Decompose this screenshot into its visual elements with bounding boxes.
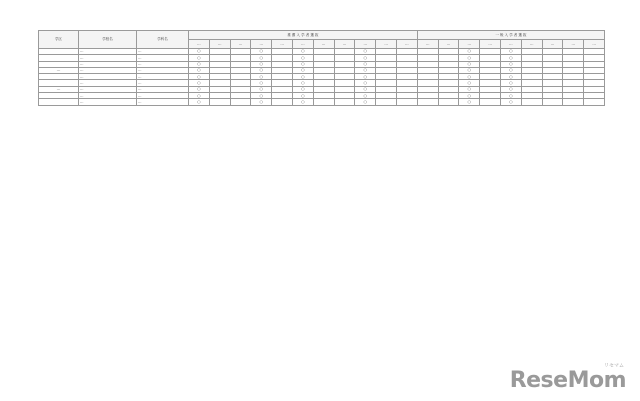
district-cell: … bbox=[39, 86, 79, 92]
school-cell: … bbox=[79, 80, 137, 86]
subheader-3: … bbox=[251, 40, 272, 49]
subheader-18: … bbox=[563, 40, 584, 49]
course-cell: … bbox=[137, 80, 189, 86]
mark-cell bbox=[313, 99, 334, 105]
mark-cell bbox=[584, 99, 605, 105]
district-cell bbox=[39, 99, 79, 105]
mark-cell: ○ bbox=[189, 61, 210, 67]
mark-cell: ○ bbox=[501, 86, 522, 92]
mark-cell: ○ bbox=[189, 99, 210, 105]
mark-cell bbox=[230, 99, 251, 105]
school-cell: … bbox=[79, 55, 137, 61]
general-header: 一 般 入 学 者 選 抜 bbox=[417, 31, 604, 40]
mark-cell: ○ bbox=[459, 93, 480, 99]
district-cell: … bbox=[39, 67, 79, 73]
mark-cell: ○ bbox=[501, 93, 522, 99]
subheader-10: … bbox=[396, 40, 417, 49]
mark-cell: ○ bbox=[189, 67, 210, 73]
mark-cell: ○ bbox=[501, 61, 522, 67]
subheader-9: … bbox=[376, 40, 397, 49]
subheader-16: … bbox=[521, 40, 542, 49]
school-cell: … bbox=[79, 93, 137, 99]
school-cell: … bbox=[79, 86, 137, 92]
mark-cell: ○ bbox=[251, 74, 272, 80]
subheader-6: … bbox=[313, 40, 334, 49]
mark-cell: ○ bbox=[251, 49, 272, 55]
district-header: 学区 bbox=[39, 31, 79, 49]
watermark-logo bbox=[509, 363, 626, 393]
course-cell: … bbox=[137, 49, 189, 55]
mark-cell: ○ bbox=[189, 80, 210, 86]
subheader-7: … bbox=[334, 40, 355, 49]
course-cell: … bbox=[137, 74, 189, 80]
subheader-4: … bbox=[272, 40, 293, 49]
course-cell: … bbox=[137, 55, 189, 61]
subheader-8: … bbox=[355, 40, 376, 49]
mark-cell bbox=[396, 99, 417, 105]
subheader-14: … bbox=[480, 40, 501, 49]
subheader-11: … bbox=[417, 40, 438, 49]
mark-cell: ○ bbox=[189, 74, 210, 80]
mark-cell: ○ bbox=[501, 55, 522, 61]
mark-cell: ○ bbox=[459, 49, 480, 55]
mark-cell bbox=[417, 99, 438, 105]
mark-cell bbox=[209, 99, 230, 105]
mark-cell: ○ bbox=[355, 49, 376, 55]
mark-cell: ○ bbox=[292, 74, 313, 80]
mark-cell bbox=[542, 99, 563, 105]
mark-cell: ○ bbox=[292, 55, 313, 61]
mark-cell: ○ bbox=[292, 61, 313, 67]
mark-cell: ○ bbox=[501, 80, 522, 86]
mark-cell: ○ bbox=[355, 74, 376, 80]
mark-cell: ○ bbox=[189, 49, 210, 55]
mark-cell: ○ bbox=[501, 99, 522, 105]
course-cell: … bbox=[137, 86, 189, 92]
mark-cell: ○ bbox=[355, 99, 376, 105]
mark-cell: ○ bbox=[292, 86, 313, 92]
subheader-2: … bbox=[230, 40, 251, 49]
mark-cell: ○ bbox=[251, 61, 272, 67]
watermark-sub: リセマム bbox=[604, 363, 624, 369]
mark-cell bbox=[334, 99, 355, 105]
subheader-17: … bbox=[542, 40, 563, 49]
mark-cell: ○ bbox=[251, 67, 272, 73]
school-cell: … bbox=[79, 49, 137, 55]
mark-cell: ○ bbox=[459, 67, 480, 73]
table-row bbox=[39, 99, 605, 105]
mark-cell bbox=[272, 99, 293, 105]
subheader-13: … bbox=[459, 40, 480, 49]
mark-cell: ○ bbox=[189, 55, 210, 61]
subheader-19: … bbox=[584, 40, 605, 49]
mark-cell: ○ bbox=[459, 55, 480, 61]
school-cell: … bbox=[79, 99, 137, 105]
mark-cell: ○ bbox=[251, 86, 272, 92]
mark-cell: ○ bbox=[459, 80, 480, 86]
course-cell: … bbox=[137, 99, 189, 105]
mark-cell: ○ bbox=[355, 67, 376, 73]
mark-cell: ○ bbox=[355, 86, 376, 92]
school-cell: … bbox=[79, 67, 137, 73]
mark-cell: ○ bbox=[459, 99, 480, 105]
admission-table-wrap bbox=[38, 30, 604, 106]
school-cell: … bbox=[79, 61, 137, 67]
mark-cell: ○ bbox=[355, 80, 376, 86]
mark-cell: ○ bbox=[501, 49, 522, 55]
mark-cell: ○ bbox=[251, 55, 272, 61]
course-cell: … bbox=[137, 61, 189, 67]
mark-cell bbox=[376, 99, 397, 105]
mark-cell: ○ bbox=[355, 61, 376, 67]
mark-cell: ○ bbox=[251, 99, 272, 105]
course-header: 学科名 bbox=[137, 31, 189, 49]
subheader-5: … bbox=[292, 40, 313, 49]
course-cell: … bbox=[137, 67, 189, 73]
mark-cell: ○ bbox=[501, 74, 522, 80]
mark-cell: ○ bbox=[292, 93, 313, 99]
subheader-12: … bbox=[438, 40, 459, 49]
mark-cell: ○ bbox=[459, 74, 480, 80]
mark-cell: ○ bbox=[459, 61, 480, 67]
mark-cell: ○ bbox=[501, 67, 522, 73]
mark-cell: ○ bbox=[459, 86, 480, 92]
mark-cell bbox=[521, 99, 542, 105]
mark-cell: ○ bbox=[355, 93, 376, 99]
mark-cell: ○ bbox=[189, 93, 210, 99]
mark-cell: ○ bbox=[292, 99, 313, 105]
admission-table bbox=[38, 30, 605, 106]
school-cell: … bbox=[79, 74, 137, 80]
mark-cell bbox=[480, 99, 501, 105]
school-header: 学校名 bbox=[79, 31, 137, 49]
mark-cell bbox=[563, 99, 584, 105]
mark-cell: ○ bbox=[292, 67, 313, 73]
subheader-15: … bbox=[501, 40, 522, 49]
mark-cell: ○ bbox=[251, 80, 272, 86]
mark-cell: ○ bbox=[189, 86, 210, 92]
recommend-header: 推 薦 入 学 者 選 抜 bbox=[189, 31, 418, 40]
mark-cell bbox=[438, 99, 459, 105]
subheader-1: … bbox=[209, 40, 230, 49]
course-cell: … bbox=[137, 93, 189, 99]
mark-cell: ○ bbox=[251, 93, 272, 99]
mark-cell: ○ bbox=[292, 49, 313, 55]
mark-cell: ○ bbox=[355, 55, 376, 61]
subheader-0: … bbox=[189, 40, 210, 49]
mark-cell: ○ bbox=[292, 80, 313, 86]
watermark-main: ReseMom bbox=[509, 368, 626, 393]
